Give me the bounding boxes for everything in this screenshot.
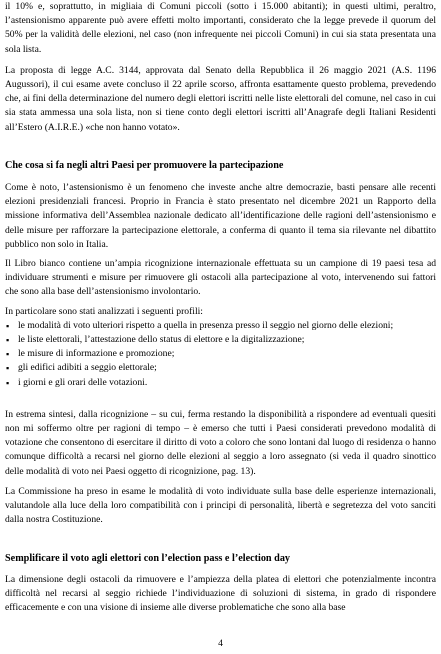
paragraph-3: Come è noto, l’astensionismo è un fenomeno che investe anche altre democrazie, basti pensare alle recenti elezioni presidenziali francesi. Proprio in Francia è stato presentato nel dicembre 2021 un Rapporto della missione informativa dell’Assemblea nazionale dedicato all’identificazione delle ragioni dell’astensionismo e delle misure per rafforzare la partecipazione elettorale, a conferma di quanto il tema sia rilevante nel dibattito pubblico non solo in Italia. bbox=[5, 182, 436, 250]
paragraph-8: La dimensione degli ostacoli da rimuovere e l’ampiezza della platea di elettori che potenzialmente incontra difficoltà nel recarsi al seggio richiede l’individuazione di soluzioni di sistema, in grado di rispondere efficacemente e con una visione di insieme alle diverse problematiche che sono alla base bbox=[5, 573, 436, 614]
paragraph-7: La Commissione ha preso in esame le modalità di voto individuate sulla base delle esperienze internazionali, valutandole alla luce della loro compatibilità con i principi di personalità, libertà e segretezza del voto sanciti dalla nostra Costituzione. bbox=[5, 485, 436, 526]
paragraph-2: La proposta di legge A.C. 3144, approvata dal Senato della Repubblica il 26 maggio 2021 (A.S. 1196 Augussori), il cui esame avete concluso il 22 aprile scorso, affronta esattamente questo problema, prevedendo che, ai fini della determinazione del numero degli elettori iscritti nelle liste elettorali del comune, nel caso in cui sia stata ammessa una sola lista, non si tiene conto degli elettori iscritti all’Anagrafe degli Italiani Residenti all’Estero (A.I.R.E.) «che non hanno votato». bbox=[5, 64, 436, 133]
document-page bbox=[5, 0, 436, 615]
section-heading-2: Semplificare il voto agli elettori con l’election pass e l’election day bbox=[5, 552, 291, 564]
list-item: ▪ le misure di informazione e promozione; bbox=[5, 347, 436, 361]
paragraph-4: Il Libro bianco contiene un’ampia ricognizione internazionale effettuata su un campione di 19 paesi tesa ad individuare strumenti e misure per rimuovere gli ostacoli alla partecipazione al voto, intervenendo sui fattori che sono alla base dell’astensionismo involontario. bbox=[5, 258, 436, 298]
paragraph-1: il 10% e, soprattutto, in migliaia di Comuni piccoli (sotto i 15.000 abitanti); in questi ultimi, peraltro, l’astensionismo apparente può avere effetti molto importanti, considerato che la legge prevede il quorum del 50% per la validità delle elezioni, nel caso (non infrequente nei piccoli Comuni) in cui sia stata presentata una sola lista. bbox=[5, 1, 436, 55]
list-item: ▪ le liste elettorali, l’attestazione dello status di elettore e la digitalizzazione; bbox=[5, 333, 436, 347]
paragraph-5: In particolare sono stati analizzati i seguenti profili: bbox=[5, 305, 203, 317]
page-number: 4 bbox=[218, 638, 223, 649]
section-heading-1: Che cosa si fa negli altri Paesi per promuovere la partecipazione bbox=[5, 159, 284, 171]
paragraph-6: In estrema sintesi, dalla ricognizione – su cui, ferma restando la disponibilità a rispondere ad eventuali quesiti non mi soffermo oltre per ragioni di tempo – è emerso che tutti i Paesi considerati prevedono modalità di votazione che consentono di esercitare il diritto di voto a coloro che sono lontani dal luogo di residenza o hanno comunque difficoltà a recarsi nel giorno delle elezioni al seggio a loro assegnato (si veda il quadro sinottico delle modalità di voto nei Paesi oggetto di ricognizione, pag. 13). bbox=[5, 408, 436, 477]
list-item: ▪ le modalità di voto ulteriori rispetto a quella in presenza presso il seggio nel giorno delle elezioni; bbox=[5, 319, 436, 333]
list-item: ▪ i giorni e gli orari delle votazioni. bbox=[5, 376, 436, 390]
profile-list bbox=[5, 319, 436, 390]
list-item: ▪ gli edifici adibiti a seggio elettorale; bbox=[5, 361, 436, 375]
